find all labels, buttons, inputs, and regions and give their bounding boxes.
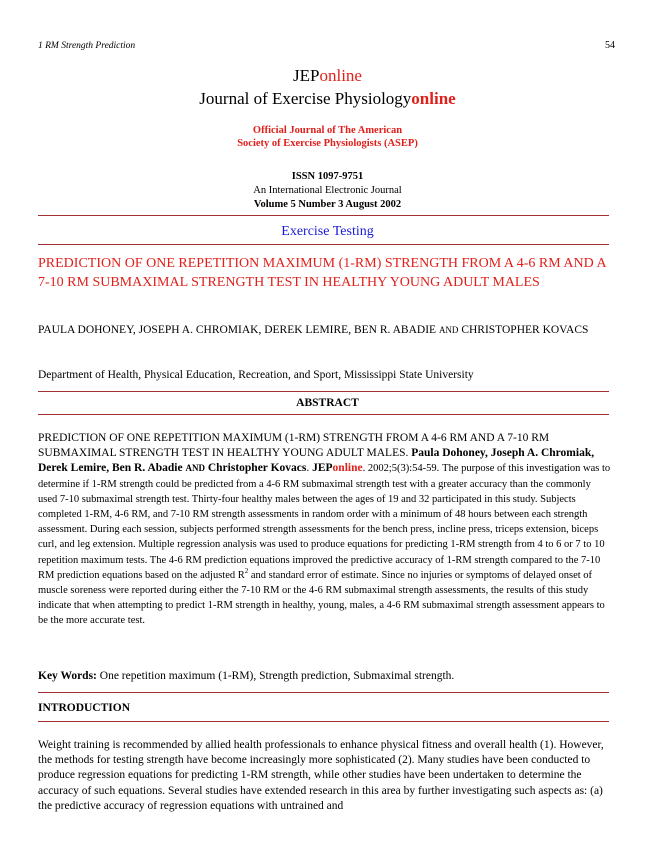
abstract-citation-ref: . 2002;5(3):54-59. (362, 463, 440, 475)
journal-subtitle: An International Electronic Journal (253, 185, 402, 196)
abstract-journal-prefix: JEP (312, 462, 333, 475)
journal-logo (0, 66, 655, 86)
page-number: 54 (605, 40, 615, 51)
journal-name-prefix: Journal of Exercise Physiology (199, 89, 412, 108)
abstract-text-part2: and standard error of estimate. Since no injuries or symptoms of delayed onset of muscle soreness were reported during either the 7-10 RM or the 4-6 RM submaximal strength assessments, the results of this study indicate that when attempting to predict 1-RM strength in healthy, young, males, a 4-6 RM submaximal strength assessment appears to be the more accurate test. (38, 569, 605, 627)
keywords (38, 670, 612, 682)
abstract-citation-and: AND (185, 463, 205, 474)
divider-abstract-top (38, 391, 609, 392)
abstract-citation-authors: Paula Dohoney, Joseph A. Chromiak, Derek Lemire, Ben R. Abadie (38, 447, 595, 475)
divider-category (38, 244, 609, 245)
keywords-text: One repetition maximum (1-RM), Strength prediction, Submaximal strength. (96, 670, 455, 682)
authors-and: AND (438, 325, 459, 335)
abstract-citation-title: PREDICTION OF ONE REPETITION MAXIMUM (1-RM) STRENGTH FROM A 4-6 RM AND A 7-10 RM SUBMAXIMAL STRENGTH TEST IN HEALTHY YOUNG ADULT MALES. (38, 432, 550, 460)
abstract-text-part1: The purpose of this investigation was to determine if 1-RM strength could be predicted from a 4-6 RM submaximal strength test with a greater accuracy than the commonly used 7-10 submaximal strength test. Thirty-four healthy males between the ages of 19 and 32 participated in this study. Subjects completed 1-RM, 4-6 RM, and 7-10 RM strength assessments in random order with a minimum of 48 hours between each strength assessment. During each session, subjects performed strength assessments for the bench press, incline press, triceps extension, biceps curl, and leg extension. Multiple regression analysis was used to produce equations for predicting 1-RM strength from 4 to 6 or 7 to 10 repetition maximum tests. The 4-6 RM prediction equations improved the predictive accuracy of 1-RM strength compared to the 7-10 RM prediction equations based on the adjusted R (38, 463, 611, 581)
journal-name (0, 89, 655, 109)
journal-name-suffix: online (411, 89, 456, 108)
article-title: PREDICTION OF ONE REPETITION MAXIMUM (1-RM) STRENGTH FROM A 4-6 RM AND A 7-10 RM SUBMAXIMAL STRENGTH TEST IN HEALTHY YOUNG ADULT MALES (38, 256, 606, 290)
abstract-body: PREDICTION OF ONE REPETITION MAXIMUM (1-RM) STRENGTH FROM A 4-6 RM AND A 7-10 RM SUBMAXIMAL STRENGTH TEST IN HEALTHY YOUNG ADULT MALES. Paula Dohoney, Joseph A. Chromiak, Derek Lemire, Ben R. Abadie AND Christopher Kovacs. JEPonline. 2002;5(3):54-59. The purpose of this investigation was to determine if 1-RM strength could be predicted from a 4-6 RM submaximal strength test with a greater accuracy than the commonly used 7-10 submaximal strength test. Thirty-four healthy males between the ages of 19 and 32 participated in this study. Subjects completed 1-RM, 4-6 RM, and 7-10 RM strength assessments in random order with a minimum of 48 hours between each strength assessment. During each session, subjects performed strength assessments for the bench press, incline press, triceps extension, biceps curl, and leg extension. Multiple regression analysis was used to produce equations for predicting 1-RM strength from 4 to 6 or 7 to 10 repetition maximum tests. The 4-6 RM prediction equations improved the predictive accuracy of 1-RM strength compared to the 7-10 RM prediction equations based on the adjusted $R^2$ and standard error of estimate. Since no injuries or symptoms of delayed onset of muscle soreness were reported during either the 7-10 RM or the 4-6 RM submaximal strength assessments, the results of this study indicate that when attempting to predict 1-RM strength in healthy, young, males, a 4-6 RM submaximal strength assessment appears to be the more accurate test. (38, 432, 611, 627)
keywords-label: Key Words: (38, 670, 97, 682)
authors-last: CHRISTOPHER KOVACS (461, 324, 589, 336)
abstract-citation-last-author: Christopher Kovacs (207, 462, 307, 475)
issn-block (0, 170, 655, 212)
divider-introduction (38, 721, 609, 722)
divider-abstract-bottom (38, 414, 609, 415)
official-journal-statement (0, 124, 655, 150)
affiliation: Department of Health, Physical Education, Recreation, and Sport, Mississippi State University (38, 369, 474, 381)
authors-main: PAULA DOHONEY, JOSEPH A. CHROMIAK, DEREK LEMIRE, BEN R. ABADIE (38, 324, 437, 336)
introduction-text: Weight training is recommended by allied health professionals to enhance physical fitness and overall health (1). However, the methods for testing strength have become increasingly more sophisticated (2). Many studies have been conducted to produce regression equations for predicting 1-RM strength, while other studies have been undertaken to determine the accuracy of such equations. Several studies have extended research in this area by further investigating such aspects as: (a) the predictive accuracy of regression equations with untrained and (38, 739, 604, 812)
journal-logo-prefix: JEP (293, 66, 320, 85)
abstract-journal-suffix: online (332, 462, 363, 475)
superscript-two: 2 (244, 567, 249, 575)
volume-info: Volume 5 Number 3 August 2002 (253, 199, 402, 210)
divider-top (38, 215, 609, 216)
divider-keywords (38, 692, 609, 693)
issn: ISSN 1097-9751 (291, 171, 364, 182)
official-line-1: Official Journal of The American (252, 125, 403, 136)
abstract-heading: ABSTRACT (296, 397, 359, 409)
official-line-2: Society of Exercise Physiologists (ASEP) (237, 138, 418, 149)
journal-logo-suffix: online (319, 66, 362, 85)
introduction-heading: INTRODUCTION (38, 702, 131, 714)
article-authors (38, 322, 610, 339)
article-category: Exercise Testing (281, 224, 374, 239)
running-header-title: 1 RM Strength Prediction (38, 41, 136, 51)
